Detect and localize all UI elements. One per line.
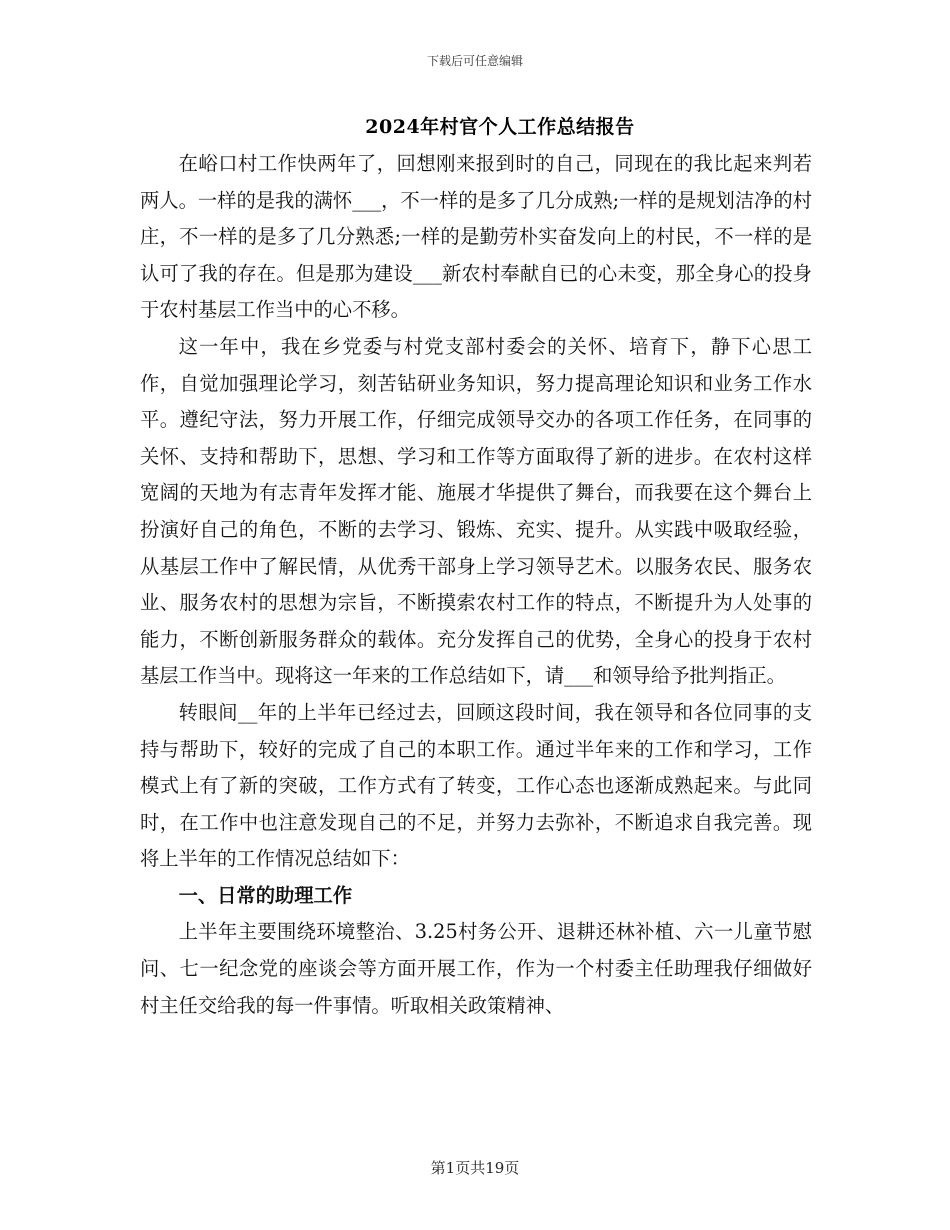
page-header-note: 下载后可任意编辑	[426, 54, 523, 68]
paragraph-intro: 在峪口村工作快两年了，回想刚来报到时的自己，同现在的我比起来判若两人。一样的是我的满怀___，不一样的是多了几分成熟;一样的是规划洁净的村庄，不一样的是多了几分熟悉;一样的是勤劳朴实奋发向上的村民，不一样的是认可了我的存在。但是那为建设___新农村奉献自已的心未变，那全身心的投身于农村基层工作当中的心不移。	[140, 152, 812, 322]
page-footer-number: 第1页共19页	[430, 1159, 520, 1177]
document-body	[140, 146, 812, 1024]
paragraph-section-one: 上半年主要围绕环境整治、3.25村务公开、退耕还林补植、六一儿童节慰问、七一纪念党的座谈会等方面开展工作，作为一个村委主任助理我仔细做好村主任交给我的每一件事情。听取相关政策精神、	[140, 920, 812, 1017]
document-title: 2024年村官个人工作总结报告	[365, 116, 635, 138]
paragraph-year-review: 这一年中，我在乡党委与村党支部村委会的关怀、培育下，静下心思工作，自觉加强理论学习，刻苦钻研业务知识，努力提高理论知识和业务工作水平。遵纪守法，努力开展工作，仔细完成领导交办的各项工作任务，在同事的关怀、支持和帮助下，思想、学习和工作等方面取得了新的进步。在农村这样宽阔的天地为有志青年发挥才能、施展才华提供了舞台，而我要在这个舞台上扮演好自己的角色，不断的去学习、锻炼、充实、提升。从实践中吸取经验，从基层工作中了解民情，从优秀干部身上学习领导艺术。以服务农民、服务农业、服务农村的思想为宗旨，不断摸索农村工作的特点，不断提升为人处事的能力，不断创新服务群众的载体。充分发挥自己的优势，全身心的投身于农村基层工作当中。现将这一年来的工作总结如下，请___和领导给予批判指正。	[140, 334, 812, 688]
section-heading: 一、日常的助理工作	[178, 883, 353, 907]
paragraph-half-year: 转眼间__年的上半年已经过去，回顾这段时间，我在领导和各位同事的支持与帮助下，较好的完成了自己的本职工作。通过半年来的工作和学习，工作模式上有了新的突破，工作方式有了转变，工作心态也逐渐成熟起来。与此同时，在工作中也注意发现自己的不足，并努力去弥补，不断追求自我完善。现将上半年的工作情况总结如下：	[140, 700, 812, 871]
